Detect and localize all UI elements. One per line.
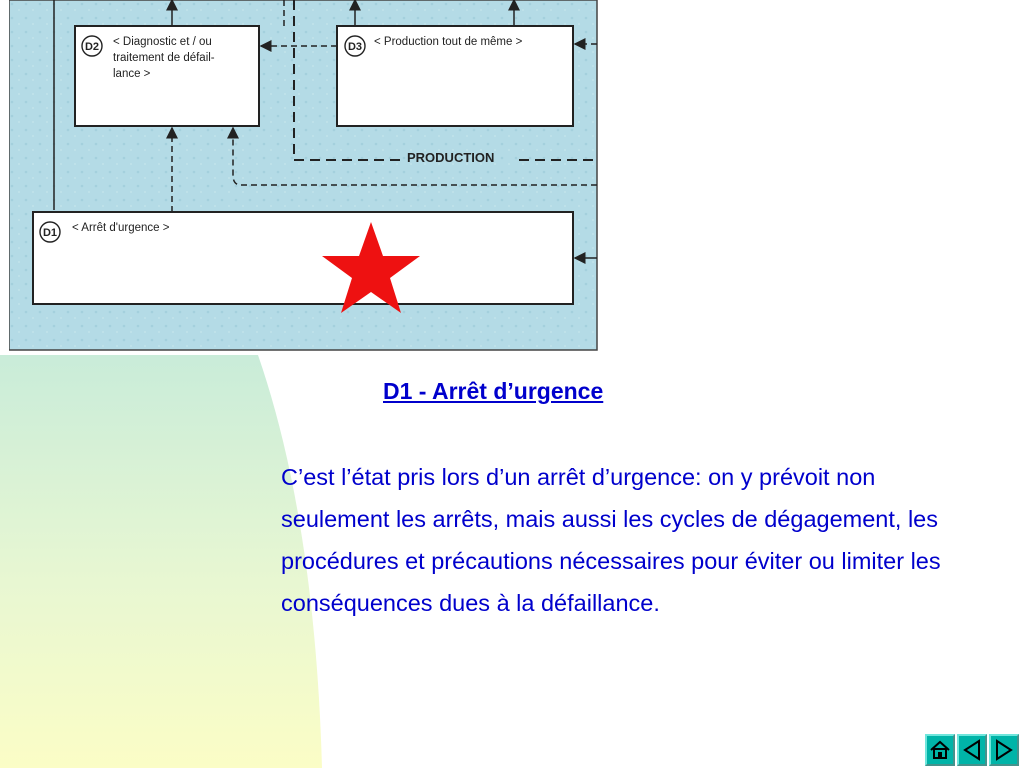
triangle-right-icon [994, 739, 1014, 761]
slide-body-text: C’est l’état pris lors d’un arrêt d’urgence: on y prévoit non seulement les arrêts, mais aussi les cycles de dégagement, les procédures et précautions nécessaires pour éviter ou limiter les conséquences dues à la défaillance. [281, 464, 941, 616]
step-d2-line-1: < Diagnostic et / ou [113, 36, 212, 48]
step-d3-label: < Production tout de même > [374, 36, 523, 48]
step-d2-line-2: traitement de défail- [113, 52, 215, 64]
step-d2-line-3: lance > [113, 68, 151, 80]
step-d3-box [337, 26, 573, 126]
step-d2-box [75, 26, 259, 126]
triangle-left-icon [962, 739, 982, 761]
home-button[interactable] [925, 734, 955, 766]
slide-title: D1 - Arrêt d’urgence [383, 378, 604, 404]
previous-slide-button[interactable] [957, 734, 987, 766]
next-slide-button[interactable] [989, 734, 1019, 766]
step-d2-id: D2 [84, 41, 100, 53]
home-icon [929, 739, 951, 761]
step-d1-label: < Arrêt d'urgence > [72, 222, 170, 234]
step-d3-id: D3 [347, 41, 363, 53]
gemma-diagram [9, 0, 599, 352]
step-d1-box [33, 212, 573, 304]
slide-navigation [925, 734, 1019, 768]
step-d1-id: D1 [42, 227, 58, 239]
production-label: PRODUCTION [407, 150, 495, 165]
